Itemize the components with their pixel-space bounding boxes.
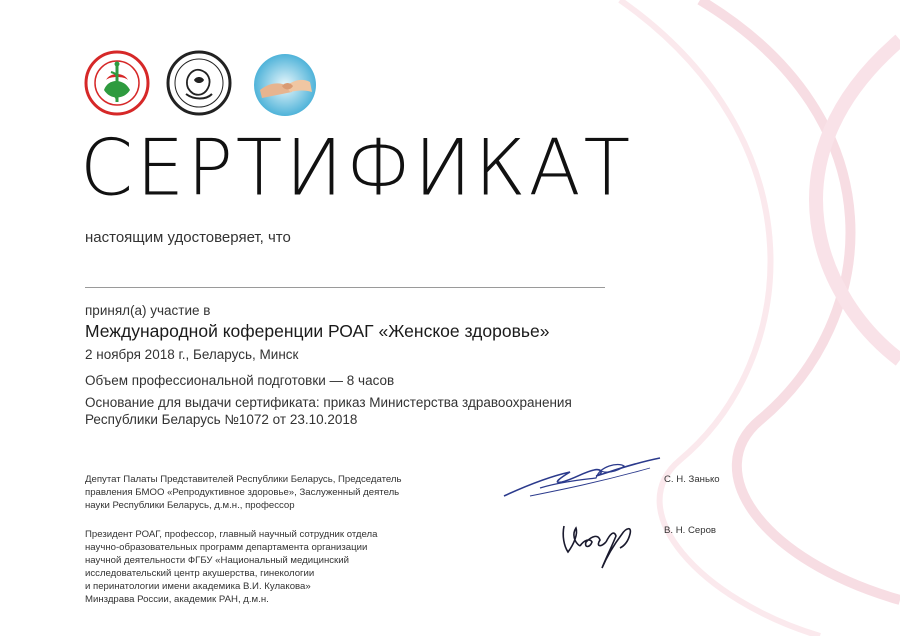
recipient-name-line bbox=[85, 287, 605, 288]
issuance-basis bbox=[85, 394, 645, 428]
signer-1-line-2: правления БМОО «Репродуктивное здоровье», Заслуженный деятель bbox=[85, 487, 400, 498]
signer-1-line-1: Депутат Палаты Представителей Республики Беларусь, Председатель bbox=[85, 474, 402, 485]
signer-2-line-6: Минздрава России, академик РАН, д.м.н. bbox=[85, 594, 269, 605]
training-volume: Объем профессиональной подготовки — 8 часов bbox=[85, 373, 395, 388]
conference-name: Международной коференции РОАГ «Женское здоровье» bbox=[85, 321, 550, 341]
signer-2-line-5: и перинатологии имени академика В.И. Кулакова» bbox=[85, 581, 311, 592]
signer-2-name: В. Н. Серов bbox=[664, 525, 717, 536]
basis-line-2: Республики Беларусь №1072 от 23.10.2018 bbox=[85, 412, 358, 427]
hands-icon bbox=[252, 52, 318, 118]
certificate-title: СЕРТИФИКАТ bbox=[80, 122, 634, 213]
signer-2-line-4: исследовательский центр акушерства, гинекологии bbox=[85, 568, 315, 579]
signer-1-name: С. Н. Занько bbox=[664, 474, 720, 485]
basis-line-1: Основание для выдачи сертификата: приказ Министерства здравоохранения bbox=[85, 395, 572, 410]
date-place: 2 ноября 2018 г., Беларусь, Минск bbox=[85, 347, 299, 362]
reproductive-health-emblem bbox=[166, 50, 232, 116]
mother-child-icon bbox=[166, 50, 232, 116]
hands-emblem bbox=[252, 52, 318, 118]
caduceus-icon bbox=[84, 50, 150, 116]
signer-2-title bbox=[85, 528, 505, 606]
participation-label: принял(а) участие в bbox=[85, 303, 211, 318]
signature-1 bbox=[500, 452, 670, 502]
signer-1-line-3: науки Республики Беларусь, д.м.н., профессор bbox=[85, 500, 295, 511]
republican-medical-emblem bbox=[84, 50, 150, 116]
signer-2-line-2: научно-образовательных программ департамента организации bbox=[85, 542, 368, 553]
signer-2-line-3: научной деятельности ФГБУ «Национальный медицинский bbox=[85, 555, 349, 566]
intro-text: настоящим удостоверяет, что bbox=[85, 229, 291, 246]
signer-1-title bbox=[85, 473, 485, 512]
signature-2 bbox=[556, 512, 646, 572]
signer-2-line-1: Президент РОАГ, профессор, главный научный сотрудник отдела bbox=[85, 529, 378, 540]
